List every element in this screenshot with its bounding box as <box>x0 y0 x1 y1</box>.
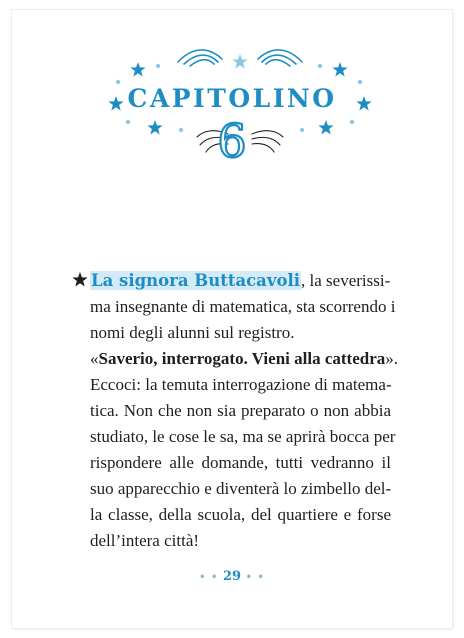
text-line-3: nomi degli alunni sul registro. <box>90 323 295 342</box>
text-line-6: tica. Non che non sia preparato o non abbia <box>90 401 391 420</box>
quote-close: ». <box>385 349 398 368</box>
text-line-1 <box>90 268 391 294</box>
dots-left-icon: • • <box>199 572 219 583</box>
text-line-5: Eccoci: la temuta interrogazione di matema- <box>90 375 392 394</box>
page-number-footer <box>0 569 464 584</box>
text-line-10: la classe, della scuola, del quartiere e forse <box>90 505 391 524</box>
text-line-8: rispondere alle domande, tutti vedranno il <box>90 453 391 472</box>
chapter-number: 6 <box>217 114 247 168</box>
character-name-highlight: La signora Buttacavoli <box>91 271 301 290</box>
swash-left-icon <box>178 50 222 66</box>
page-number: 29 <box>222 569 242 584</box>
swash-right-icon <box>258 50 302 66</box>
text-line-7: studiato, le cose le sa, ma se aprirà bocca per <box>90 427 396 446</box>
star-icon <box>332 62 347 77</box>
text-line-2: ma insegnante di matematica, sta scorrendo i <box>90 297 396 316</box>
text-line-9: suo apparecchio e diventerà lo zimbello del- <box>90 479 392 498</box>
dialogue-line <box>90 346 398 372</box>
dialogue-bold: Saverio, interrogato. Vieni alla cattedra <box>98 349 386 368</box>
star-icon <box>232 54 247 69</box>
dots-right-icon: • • <box>245 572 265 583</box>
quote-open: « <box>90 349 99 368</box>
chapter-title: CAPITOLINO <box>127 84 337 113</box>
text-line-11: dell’intera città! <box>90 531 200 550</box>
line-1-rest: , la severissi- <box>301 271 391 290</box>
star-bullet-icon <box>72 272 88 288</box>
star-icon <box>130 62 145 77</box>
